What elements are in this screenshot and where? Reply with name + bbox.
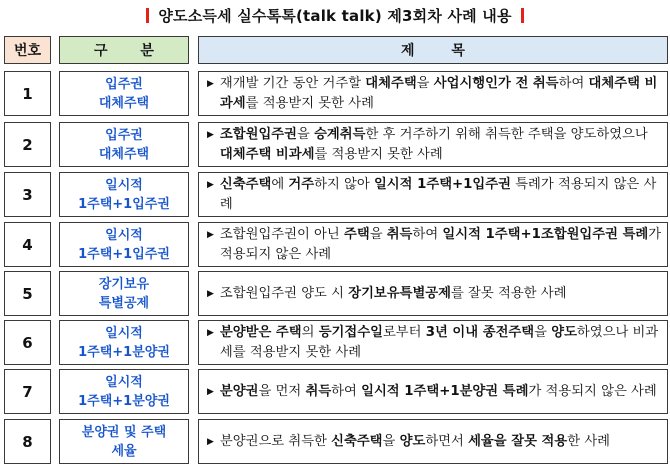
- description-segment: 로부터: [382, 324, 426, 340]
- description-emphasis: 일시적 1주택+1입주권: [373, 176, 511, 192]
- description-emphasis: 신축주택: [219, 176, 272, 192]
- description-segment: 을: [297, 126, 315, 142]
- description-segment: 하지 않아: [314, 176, 374, 192]
- category-line: 분양권 및 주택: [81, 424, 167, 440]
- triangle-bullet-icon: ▶: [207, 179, 214, 190]
- row-category: [59, 222, 189, 267]
- triangle-bullet-icon: ▶: [207, 386, 214, 397]
- row-description: [198, 271, 668, 316]
- description-segment: 가 적용되지 않은 사례: [219, 226, 662, 262]
- row-number: 5: [4, 271, 51, 316]
- row-category: [59, 122, 189, 167]
- row-number: 3: [4, 172, 51, 217]
- row-description: [198, 320, 668, 365]
- category-line: 일시적: [105, 227, 143, 243]
- triangle-bullet-icon: ▶: [207, 129, 214, 140]
- row-description: [198, 419, 668, 464]
- description-emphasis: 양도: [551, 324, 577, 340]
- description-segment: 조합원입주권 양도 시: [219, 285, 349, 301]
- description-segment: 을 먼저: [258, 383, 306, 399]
- description-text: [220, 382, 657, 402]
- description-segment: 를 잘못 적용한 사례: [450, 285, 567, 301]
- category-line: 입주권: [105, 76, 143, 92]
- description-emphasis: 승계취득: [314, 126, 366, 142]
- description-emphasis: 등기접수일: [318, 324, 383, 340]
- description-segment: 한 사례: [567, 433, 611, 449]
- category-line: 일시적: [105, 177, 143, 193]
- description-text: [220, 74, 663, 114]
- triangle-bullet-icon: ▶: [207, 78, 214, 89]
- title-accent-bar-right: [521, 8, 524, 23]
- category-line: 일시적: [105, 325, 143, 341]
- description-emphasis: 취득: [305, 383, 332, 399]
- page-title: 양도소득세 실수톡톡(talk talk) 제3회차 사례 내용: [158, 6, 512, 25]
- category-line: 특별공제: [98, 295, 150, 311]
- description-emphasis: 사업시행인가 전 취득: [433, 75, 559, 91]
- category-line: 대체주택: [98, 95, 150, 111]
- description-segment: 를 적용받지 못한 사례: [245, 95, 374, 111]
- description-emphasis: 신축주택: [331, 433, 383, 449]
- row-number: 7: [4, 369, 51, 414]
- description-segment: 하면서: [425, 433, 469, 449]
- description-emphasis: 대체주택 비과세: [219, 75, 658, 111]
- description-segment: 재개발 기간 동안 거주할: [219, 75, 366, 91]
- description-emphasis: 일시적 1주택+1조합원입주권 특례: [442, 226, 649, 242]
- category-line: 1주택+1분양권: [78, 393, 170, 409]
- description-emphasis: 주택: [343, 226, 370, 242]
- description-segment: 하여: [331, 383, 362, 399]
- category-line: 1주택+1입주권: [78, 196, 170, 212]
- description-segment: 한 후 거주하기 위해 취득한 주택을 양도하였으나: [365, 126, 648, 142]
- description-segment: 의: [301, 324, 319, 340]
- description-text: [220, 323, 663, 363]
- description-segment: 을: [382, 433, 400, 449]
- description-emphasis: 3년 이내 종전주택: [425, 324, 535, 340]
- row-description: [198, 122, 668, 167]
- description-emphasis: 세율을 잘못 적용: [468, 433, 568, 449]
- page-title-row: [0, 0, 670, 30]
- row-number: 2: [4, 122, 51, 167]
- row-number: 4: [4, 222, 51, 267]
- row-description: [198, 172, 668, 217]
- category-line: 1주택+1입주권: [78, 246, 170, 262]
- row-description: [198, 71, 668, 116]
- row-number: 8: [4, 419, 51, 464]
- description-segment: 조합원입주권이 아닌: [219, 226, 344, 242]
- row-number: 1: [4, 71, 51, 116]
- description-text: [220, 284, 567, 304]
- description-text: [220, 432, 610, 452]
- triangle-bullet-icon: ▶: [207, 436, 214, 447]
- triangle-bullet-icon: ▶: [207, 327, 214, 338]
- row-description: [198, 222, 668, 267]
- category-line: 대체주택: [98, 146, 150, 162]
- triangle-bullet-icon: ▶: [207, 229, 214, 240]
- row-category: [59, 271, 189, 316]
- description-segment: 을: [416, 75, 434, 91]
- category-line: 장기보유: [98, 276, 150, 292]
- header-category: 구 분: [59, 36, 189, 64]
- description-segment: 을: [369, 226, 387, 242]
- category-line: 세율: [111, 443, 137, 459]
- title-accent-bar-left: [146, 8, 149, 23]
- description-emphasis: 일시적 1주택+1분양권 특례: [361, 383, 529, 399]
- category-line: 1주택+1분양권: [78, 344, 170, 360]
- description-segment: 가 적용되지 않은 사례: [528, 383, 657, 399]
- description-segment: 특례가 적용되지 않은 사례: [219, 176, 657, 212]
- description-segment: 분양권으로 취득한: [219, 433, 332, 449]
- description-emphasis: 대체주택: [365, 75, 417, 91]
- description-segment: 하여: [558, 75, 589, 91]
- row-number: 6: [4, 320, 51, 365]
- description-text: [220, 225, 663, 265]
- category-line: 일시적: [105, 374, 143, 390]
- description-segment: 을: [534, 324, 552, 340]
- row-category: [59, 71, 189, 116]
- row-category: [59, 172, 189, 217]
- description-segment: 를 적용받지 못한 사례: [314, 146, 443, 162]
- description-emphasis: 분양받은 주택: [219, 324, 302, 340]
- header-number: 번호: [4, 36, 51, 64]
- description-emphasis: 양도: [399, 433, 426, 449]
- description-segment: 에: [271, 176, 289, 192]
- description-emphasis: 거주: [288, 176, 315, 192]
- description-emphasis: 대체주택 비과세: [219, 146, 315, 162]
- description-emphasis: 취득: [386, 226, 413, 242]
- row-category: [59, 369, 189, 414]
- description-emphasis: 장기보유특별공제: [348, 285, 451, 301]
- category-line: 입주권: [105, 127, 143, 143]
- description-emphasis: 조합원입주권: [219, 126, 297, 142]
- row-category: [59, 419, 189, 464]
- description-emphasis: 분양권: [219, 383, 259, 399]
- row-description: [198, 369, 668, 414]
- header-title: 제 목: [198, 36, 668, 64]
- description-segment: 하였으나 비과세를 적용받지 못한 사례: [219, 324, 659, 360]
- row-category: [59, 320, 189, 365]
- description-text: [220, 175, 663, 215]
- triangle-bullet-icon: ▶: [207, 288, 214, 299]
- description-text: [220, 125, 663, 165]
- description-segment: 하여: [412, 226, 443, 242]
